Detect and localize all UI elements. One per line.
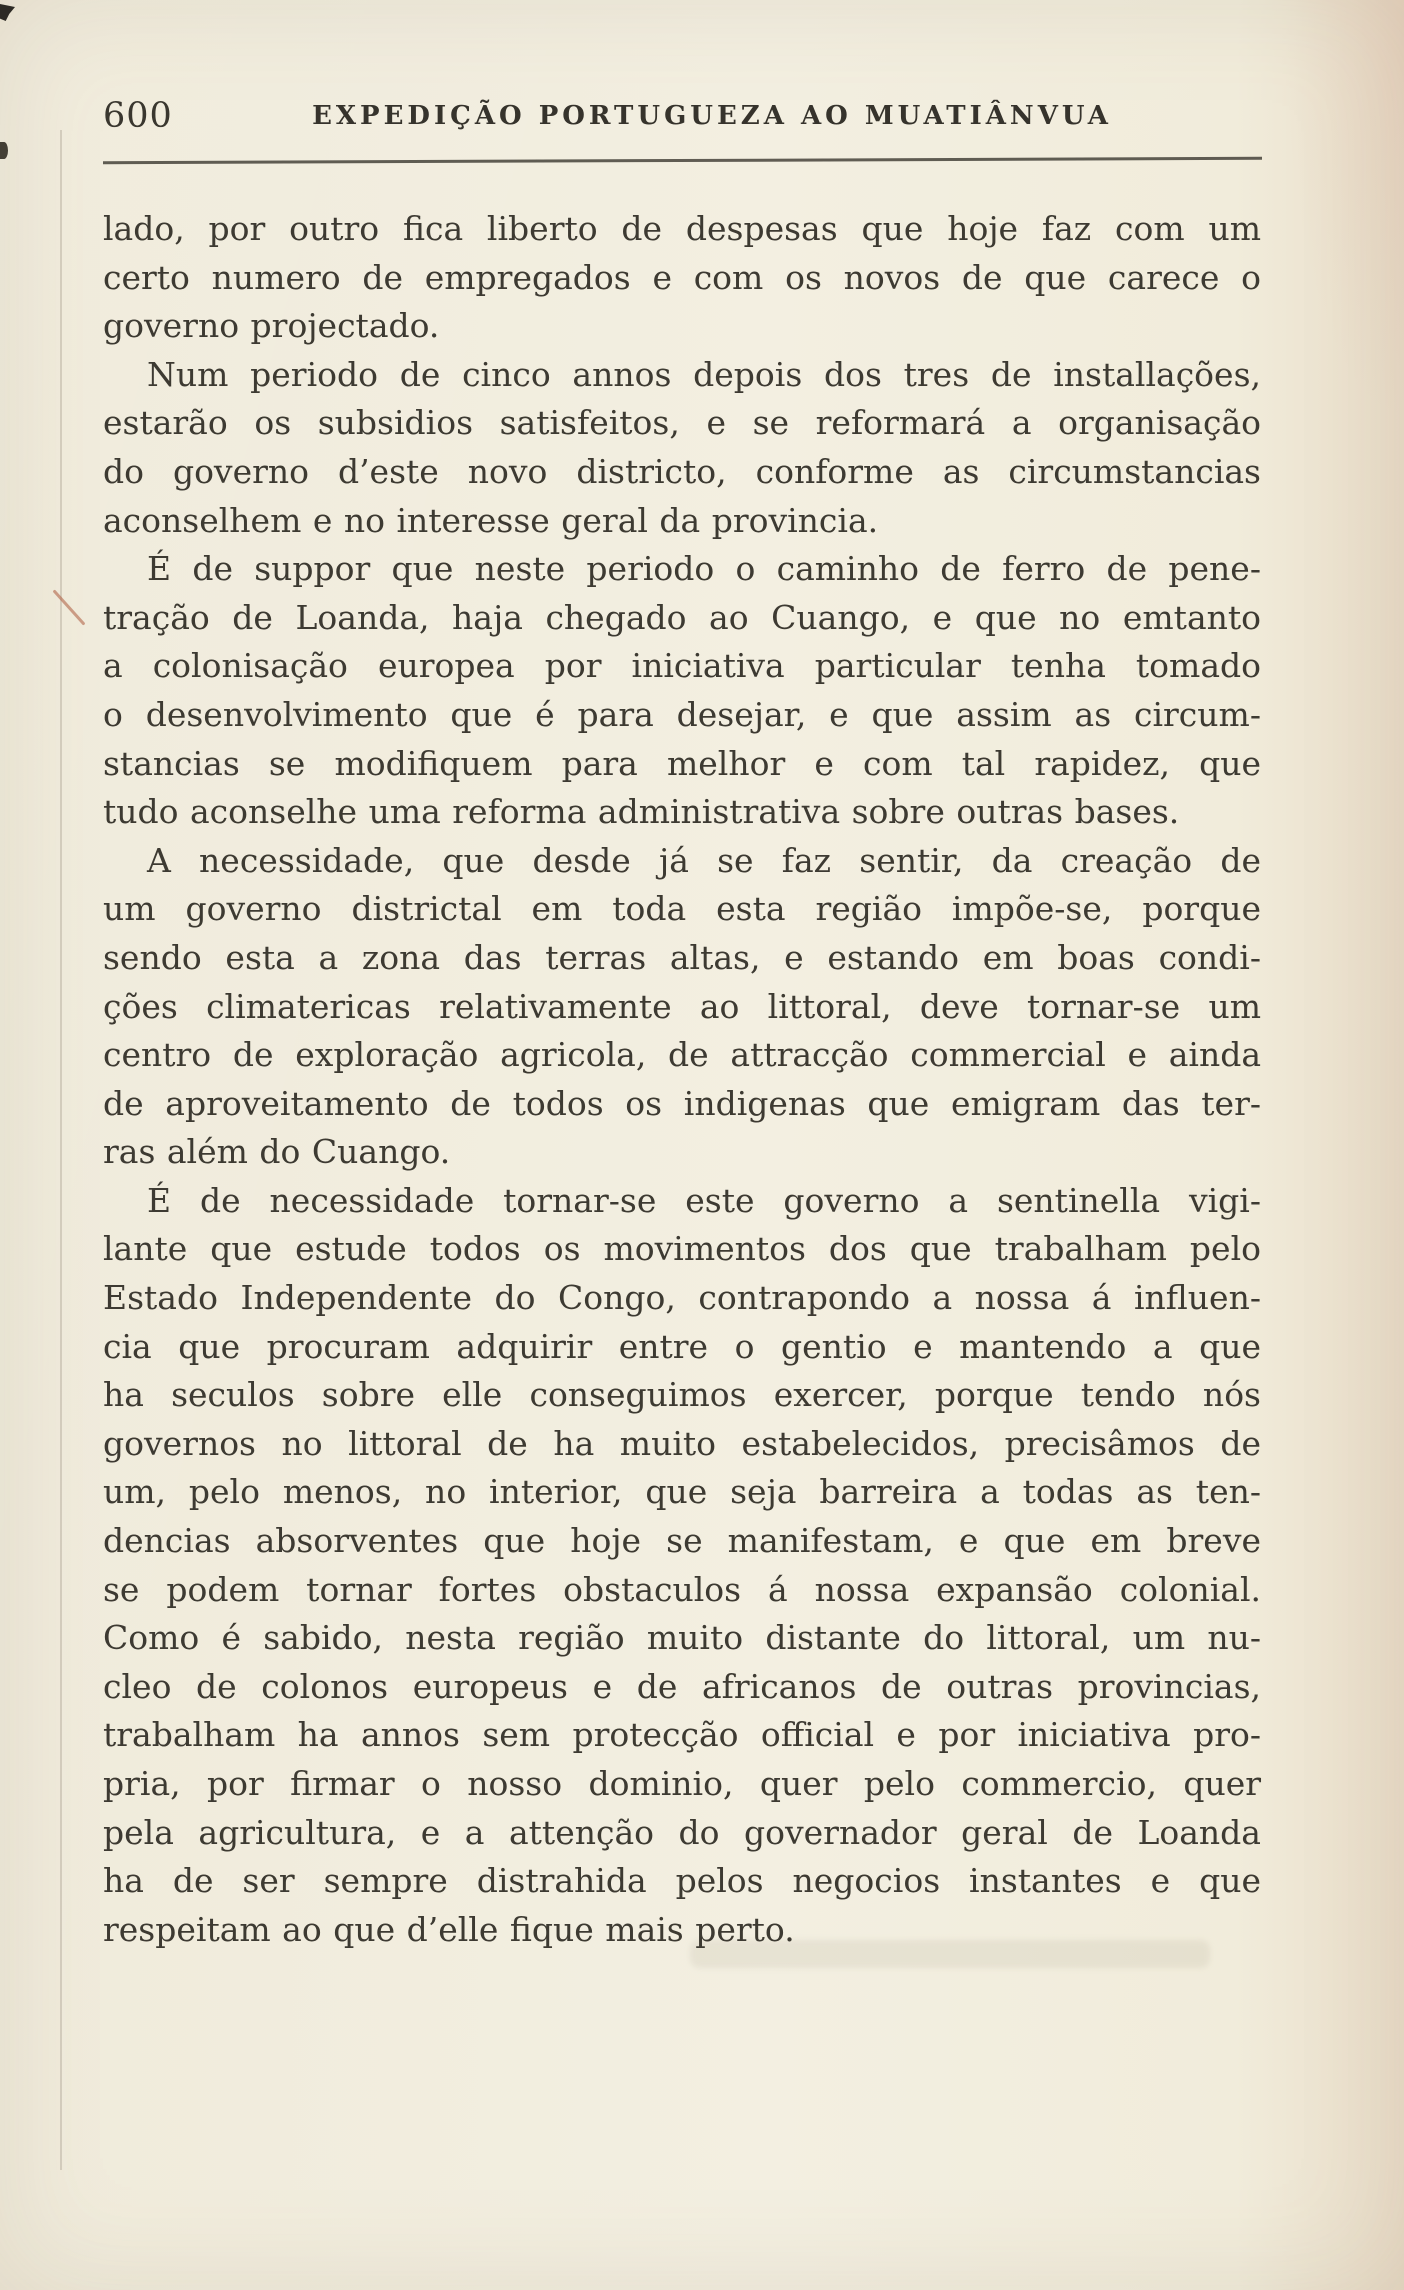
text-line: lante que estude todos os movimentos dos que trabalham pelo: [103, 1229, 1261, 1269]
text-line: É de necessidade tornar-se este governo a sentinella vigi-: [147, 1180, 1261, 1220]
margin-pen-mark: [52, 589, 85, 625]
text-line: Num periodo de cinco annos depois dos tres de installações,: [147, 354, 1261, 394]
text-line: É de suppor que neste periodo o caminho de ferro de pene-: [147, 549, 1261, 589]
text-line: ras além do Cuango.: [103, 1132, 451, 1172]
text-line: cia que procuram adquirir entre o gentio e mantendo a que: [103, 1326, 1261, 1366]
text-line: centro de exploração agricola, de attracção commercial e ainda: [103, 1035, 1261, 1075]
text-line: tração de Loanda, haja chegado ao Cuango, e que no emtanto: [103, 597, 1261, 637]
header-rule: [103, 157, 1262, 164]
text-line: tudo aconselhe uma reforma administrativa sobre outras bases.: [103, 792, 1180, 832]
text-line: pela agricultura, e a attenção do governador geral de Loanda: [103, 1812, 1261, 1852]
text-line: stancias se modifiquem para melhor e com tal rapidez, que: [103, 743, 1261, 783]
text-line: do governo d’este novo districto, conforme as circumstancias: [103, 451, 1261, 491]
page-title: EXPEDIÇÃO PORTUGUEZA AO MUATIÂNVUA: [312, 101, 1112, 131]
text-line: sendo esta a zona das terras altas, e estando em boas condi-: [103, 937, 1261, 977]
text-line: Como é sabido, nesta região muito distante do littoral, um nu-: [103, 1618, 1261, 1658]
page-number: 600: [103, 96, 173, 136]
text-line: de aproveitamento de todos os indigenas que emigram das ter-: [103, 1083, 1261, 1123]
text-line: governos no littoral de ha muito estabelecidos, precisâmos de: [103, 1423, 1261, 1463]
text-line: trabalham ha annos sem protecção official e por iniciativa pro-: [103, 1715, 1261, 1755]
text-line: um, pelo menos, no interior, que seja barreira a todas as ten-: [103, 1472, 1261, 1512]
text-line: A necessidade, que desde já se faz sentir, da creação de: [147, 840, 1261, 880]
text-line: um governo districtal em toda esta região impõe-se, porque: [103, 889, 1261, 929]
text-line: lado, por outro fica liberto de despesas que hoje faz com um: [103, 209, 1261, 248]
running-head: [103, 94, 1261, 138]
text-line: se podem tornar fortes obstaculos á nossa expansão colonial.: [103, 1569, 1261, 1609]
text-line: cleo de colonos europeus e de africanos de outras provincias,: [103, 1666, 1261, 1706]
text-line: respeitam ao que d’elle fique mais perto.: [103, 1909, 795, 1949]
text-line: dencias absorventes que hoje se manifestam, e que em breve: [103, 1521, 1261, 1561]
text-line: ha de ser sempre distrahida pelos negocios instantes e que: [103, 1861, 1261, 1901]
text-line: o desenvolvimento que é para desejar, e que assim as circum-: [103, 694, 1261, 734]
scan-corner-mark: [0, 4, 15, 21]
text-line: governo projectado.: [103, 306, 440, 346]
text-line: estarão os subsidios satisfeitos, e se reformará a organisação: [103, 403, 1261, 443]
text-line: a colonisação europea por iniciativa particular tenha tomado: [103, 646, 1261, 686]
scan-edge-mark: [0, 142, 8, 159]
text-line: pria, por firmar o nosso dominio, quer pelo commercio, quer: [103, 1764, 1261, 1803]
text-line: aconselhem e no interesse geral da provincia.: [103, 500, 879, 540]
text-line: Estado Independente do Congo, contrapondo a nossa á influen-: [103, 1278, 1261, 1318]
text-line: certo numero de empregados e com os novos de que carece o: [103, 257, 1261, 297]
text-line: ções climatericas relativamente ao littoral, deve tornar-se um: [103, 986, 1261, 1026]
page-gutter-shadow: [60, 130, 62, 2170]
text-line: ha seculos sobre elle conseguimos exercer, porque tendo nós: [103, 1375, 1261, 1415]
body-text: [103, 205, 1261, 1954]
